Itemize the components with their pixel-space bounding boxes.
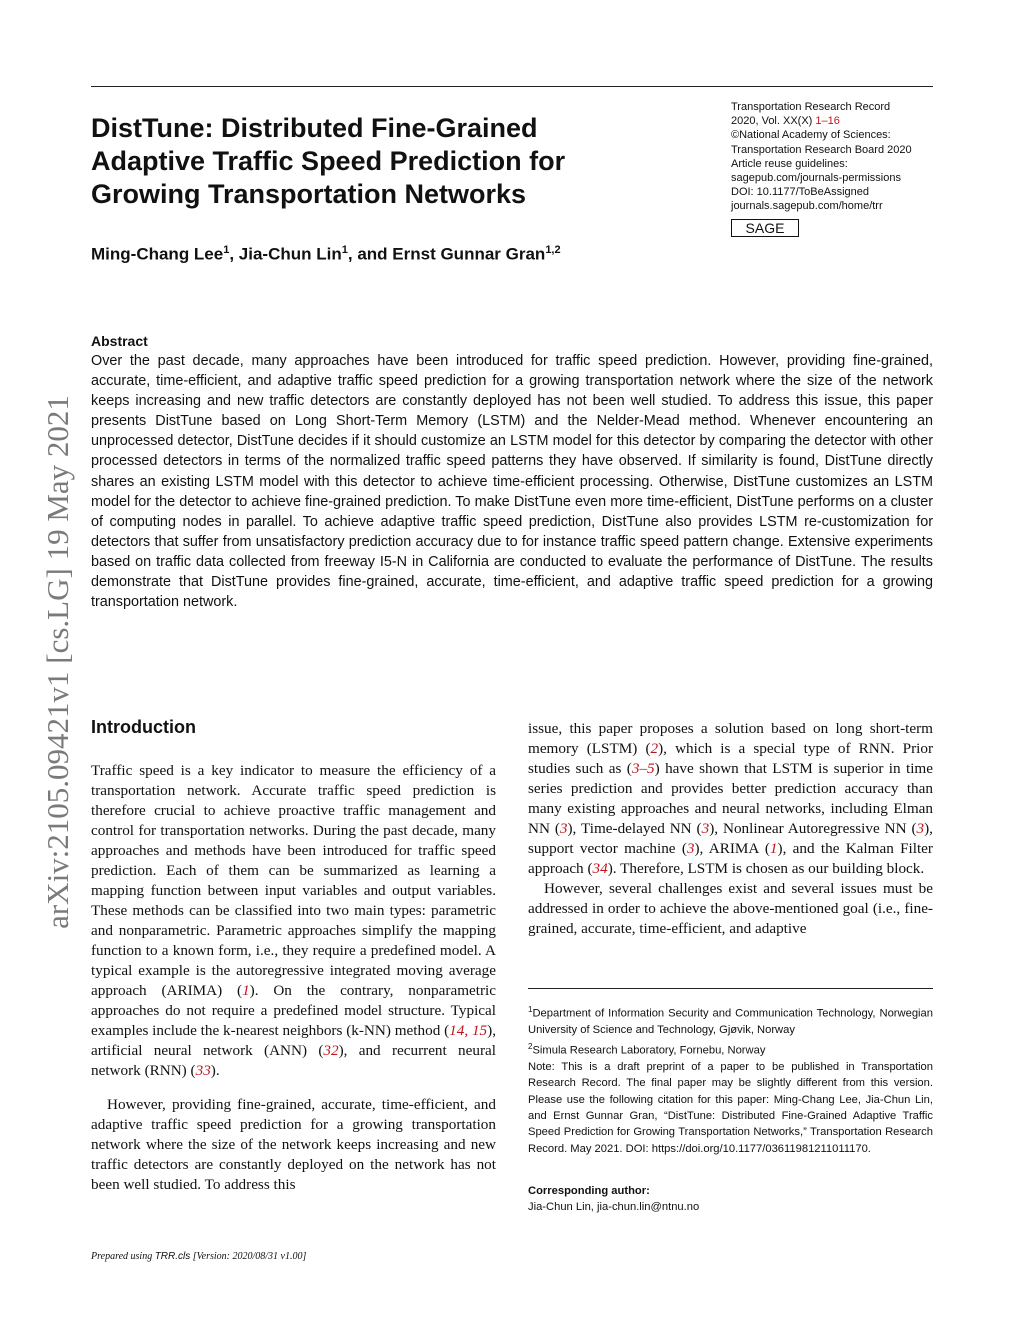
citation-link[interactable]: 3 (686, 840, 695, 857)
page-range-link[interactable]: 1–16 (815, 115, 840, 128)
citation-link[interactable]: 14, 15 (449, 1022, 488, 1039)
paragraph-text: ), Nonlinear Autoregressive NN ( (709, 820, 917, 837)
citation-link[interactable]: 34 (592, 860, 608, 877)
citation-link[interactable]: 1 (242, 982, 250, 999)
paragraph: However, several challenges exist and several issues must be addressed in order to achieve the above-mentioned goal (i.e., fine-grained, accurate, time-efficient, and adaptive (528, 880, 933, 937)
top-rule (91, 86, 933, 87)
author-name: Ming-Chang Lee (91, 244, 224, 264)
paper-title (91, 112, 651, 211)
citation-link[interactable]: 3–5 (631, 760, 655, 777)
author-separator: , and (347, 244, 393, 264)
footnotes (528, 1002, 933, 1157)
copyright-line: Transportation Research Board 2020 (731, 143, 912, 156)
affiliation-footnote (528, 1039, 933, 1059)
paragraph-text: Traffic speed is a key indicator to measure the efficiency of a transportation network. Accurate traffic speed prediction is therefore crucial to achieve proactive traffic management and control for transportation networks. During the past decade, many approaches and methods have been introduced for traffic speed prediction. Each of them can be summarized as learning a mapping function between input variables and output variables. These methods can be classified into two main types: parametric and nonparametric. Parametric approaches simplify the mapping function to a known form, i.e., they require a predefined model. A typical example is the autoregressive integrated moving average approach (ARIMA) ( (91, 762, 496, 999)
journal-volume (731, 114, 936, 128)
footnote-rule (528, 988, 933, 989)
affiliation-mark: 1 (341, 244, 348, 256)
paragraph-text: issue, this paper proposes a solution based on long short-term memory (LSTM) ( (528, 720, 933, 757)
title-line-3: Growing Transportation Networks (91, 179, 527, 209)
right-column (528, 719, 933, 939)
affiliation-mark: 1 (528, 1005, 533, 1014)
journal-name: Transportation Research Record (731, 101, 891, 113)
citation-link[interactable]: 3 (559, 820, 568, 837)
affiliation-mark: 1,2 (545, 244, 561, 256)
paragraph-text: ). On the contrary, nonparametric approaches do not require a predefined model structure. Typical examples include the k-nearest neighbors (k-NN) method ( (91, 982, 496, 1039)
title-line-2: Adaptive Traffic Speed Prediction for (91, 146, 566, 176)
section-heading-introduction: Introduction (91, 717, 196, 737)
affiliation-text: Department of Information Security and Communication Technology, Norwegian University of Science and Technology, Gjøvik, Norway (528, 1007, 933, 1037)
author-name: Jia-Chun Lin (238, 244, 342, 264)
paragraph-text: ), which is a special type of RNN. Prior studies such as ( (528, 740, 934, 777)
left-column (91, 761, 496, 1195)
citation-link[interactable]: 1 (769, 840, 778, 857)
copyright-line: ©National Academy of Sciences: (731, 129, 891, 142)
arxiv-stamp: arXiv:2105.09421v1 [cs.LG] 19 May 2021 (40, 395, 75, 929)
permissions-link[interactable]: sagepub.com/journals-permissions (731, 172, 901, 185)
citation-link[interactable]: 33 (195, 1062, 211, 1079)
paragraph-text: ), support vector machine ( (528, 820, 933, 857)
abstract-heading: Abstract (91, 333, 148, 349)
title-line-1: DistTune: Distributed Fine-Grained (91, 113, 538, 143)
paragraph-text: ), artificial neural network (ANN) ( (91, 1022, 496, 1059)
paragraph: However, providing fine-grained, accurate, time-efficient, and adaptive traffic speed prediction for a growing transportation network where the size of the network keeps increasing and new traffic detectors are constantly deployed on the network has not been well studied. To address this (91, 1096, 496, 1193)
class-file-name: TRR.cls (154, 1251, 191, 1262)
preprint-note: Note: This is a draft preprint of a paper to be published in Transportation Research Record. The final paper may be slightly different from this version. Please use the following citation for this paper: Ming-Chang Lee, Jia-Chun Lin, and Ernst Gunnar Gran, “DistTune: Distributed Fine-Grained Adaptive Traffic Speed Prediction for Growing Transportation Networks,” Transportation Research Record. May 2021. DOI: https://doi.org/10.1177/03611981211011170. (528, 1060, 933, 1155)
affiliation-text: Simula Research Laboratory, Fornebu, Norway (532, 1044, 766, 1057)
paragraph (528, 719, 933, 879)
paragraph-text: ), and the Kalman Filter approach ( (528, 840, 933, 877)
journal-info (731, 100, 936, 214)
journal-url-link[interactable]: journals.sagepub.com/home/trr (731, 200, 883, 213)
prepared-using-footer (91, 1251, 306, 1262)
author-separator: , (229, 244, 239, 264)
author-list (91, 244, 561, 265)
paragraph-text: ), Time-delayed NN ( (567, 820, 702, 837)
paragraph-text: ) have shown that LSTM is superior in time series prediction and provides better prediction accuracy than many existing approaches and neural networks, including Elman NN ( (528, 760, 933, 837)
corresponding-author-heading: Corresponding author: (528, 1185, 650, 1197)
corresponding-author: Jia-Chun Lin, jia-chun.lin@ntnu.no (528, 1201, 700, 1213)
citation-link[interactable]: 32 (323, 1042, 339, 1059)
paragraph-text: ), ARIMA ( (694, 840, 770, 857)
volume-text: 2020, Vol. XX(X) (731, 115, 816, 128)
doi: DOI: 10.1177/ToBeAssigned (731, 186, 869, 199)
footer-text: Prepared using (91, 1251, 155, 1262)
sage-logo: SAGE (731, 219, 799, 237)
footer-version: [Version: 2020/08/31 v1.00] (190, 1251, 307, 1262)
affiliation-mark: 2 (528, 1041, 533, 1051)
citation-link[interactable]: 3 (701, 820, 710, 837)
paragraph-text: ). Therefore, LSTM is chosen as our building block. (607, 860, 925, 877)
affiliation-footnote (528, 1002, 933, 1039)
abstract-text: Over the past decade, many approaches have been introduced for traffic speed prediction. However, providing fine-grained, accurate, time-efficient, and adaptive traffic speed prediction for a growing transportation network where the size of the network keeps increasing and new traffic detectors are constantly deployed has not been well studied. To address this issue, this paper presents DistTune based on Long Short-Term Memory (LSTM) and the Nelder-Mead method. Whenever encountering an unprocessed detector, DistTune decides if it should customize an LSTM model for this detector by comparing the detector with other processed detectors in terms of the normalized traffic speed patterns they have observed. If similarity is found, DistTune directly shares an existing LSTM model with this detector to achieve time-efficient processing. Otherwise, DistTune customizes an LSTM model for the detector to achieve fine-grained prediction. To make DistTune even more time-efficient, DistTune performs on a cluster of computing nodes in parallel. To achieve adaptive traffic speed prediction, DistTune also provides LSTM re-customization for detectors that suffer from unsatisfactory prediction accuracy due to for instance traffic speed pattern change. Extensive experiments based on traffic data collected from freeway I5-N in California are conducted to evaluate the performance of DistTune. The results demonstrate that DistTune provides fine-grained, accurate, time-efficient, and adaptive traffic speed prediction for a growing transportation network. (91, 353, 933, 611)
author-name: Ernst Gunnar Gran (392, 244, 546, 264)
citation-link[interactable]: 3 (916, 820, 925, 837)
reuse-guidelines: Article reuse guidelines: (731, 157, 848, 170)
paragraph-text: ), and recurrent neural network (RNN) ( (91, 1042, 496, 1079)
citation-link[interactable]: 2 (650, 740, 659, 757)
paragraph-text: ). (210, 1062, 220, 1079)
paragraph (91, 761, 496, 1081)
affiliation-mark: 1 (223, 244, 230, 256)
